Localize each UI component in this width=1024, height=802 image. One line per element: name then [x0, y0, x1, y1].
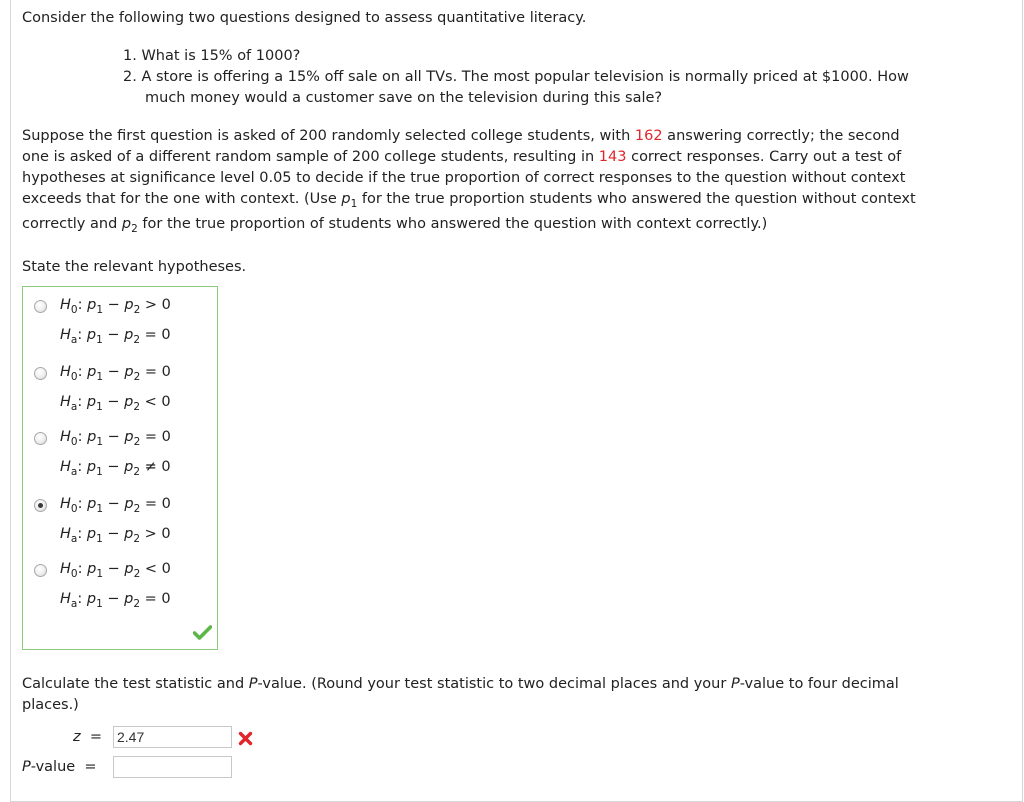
p-value-label: P-value = — [22, 759, 97, 775]
question-1: 1. What is 15% of 1000? — [123, 48, 301, 64]
problem-line-3: hypotheses at significance level 0.05 to decide if the true proportion of correct responses to the question without context — [22, 170, 906, 186]
question-2: 2. A store is offering a 15% off sale on all TVs. The most popular television is normally priced at $1000. How — [123, 69, 909, 85]
problem-line-5: correctly and $p_2$ for the true proportion of students who answered the question with context correctly.) — [22, 216, 768, 235]
option-3-radio[interactable] — [34, 432, 47, 445]
option-1-ha: $H_a$: $p_1 - p_2 = 0$ — [60, 327, 171, 346]
option-2-ha: $H_a$: $p_1 - p_2 < 0$ — [60, 394, 171, 413]
count-correct-1: 162 — [634, 128, 663, 144]
x-icon — [238, 731, 253, 746]
intro-text: Consider the following two questions designed to assess quantitative literacy. — [22, 10, 587, 26]
problem-line-4: exceeds that for the one with context. (Use $p_1$ for the true proportion students who answered the question without context — [22, 191, 916, 210]
calc-prompt-line-2: places.) — [22, 697, 79, 713]
option-4-h0: $H_0$: $p_1 - p_2 = 0$ — [60, 496, 171, 515]
question-2-cont: much money would a customer save on the television during this sale? — [145, 90, 663, 106]
option-1-h0: $H_0$: $p_1 - p_2 > 0$ — [60, 297, 171, 316]
option-3-ha: $H_a$: $p_1 - p_2 \ne 0$ — [60, 459, 171, 478]
p-value-input[interactable] — [113, 756, 232, 778]
calc-prompt-line-1: Calculate the test statistic and P-value. (Round your test statistic to two decimal places and your P-value to four decimal — [22, 676, 899, 692]
count-correct-2: 143 — [598, 149, 627, 165]
option-5-h0: $H_0$: $p_1 - p_2 < 0$ — [60, 561, 171, 580]
option-2-radio[interactable] — [34, 367, 47, 380]
hypothesis-choices — [22, 286, 218, 650]
option-5-radio[interactable] — [34, 564, 47, 577]
option-1-radio[interactable] — [34, 300, 47, 313]
check-icon — [193, 625, 212, 640]
option-3-h0: $H_0$: $p_1 - p_2 = 0$ — [60, 429, 171, 448]
problem-line-2: one is asked of a different random sample of 200 college students, resulting in 143 correct responses. Carry out a test of — [22, 149, 902, 165]
problem-line-1: Suppose the first question is asked of 200 randomly selected college students, with 162 answering correctly; the second — [22, 128, 900, 144]
z-label: z = — [73, 729, 102, 745]
z-input[interactable] — [113, 726, 232, 748]
option-4-ha: $H_a$: $p_1 - p_2 > 0$ — [60, 526, 171, 545]
option-5-ha: $H_a$: $p_1 - p_2 = 0$ — [60, 591, 171, 610]
option-2-h0: $H_0$: $p_1 - p_2 = 0$ — [60, 364, 171, 383]
option-4-radio[interactable] — [34, 499, 47, 512]
hypotheses-prompt: State the relevant hypotheses. — [22, 259, 247, 275]
